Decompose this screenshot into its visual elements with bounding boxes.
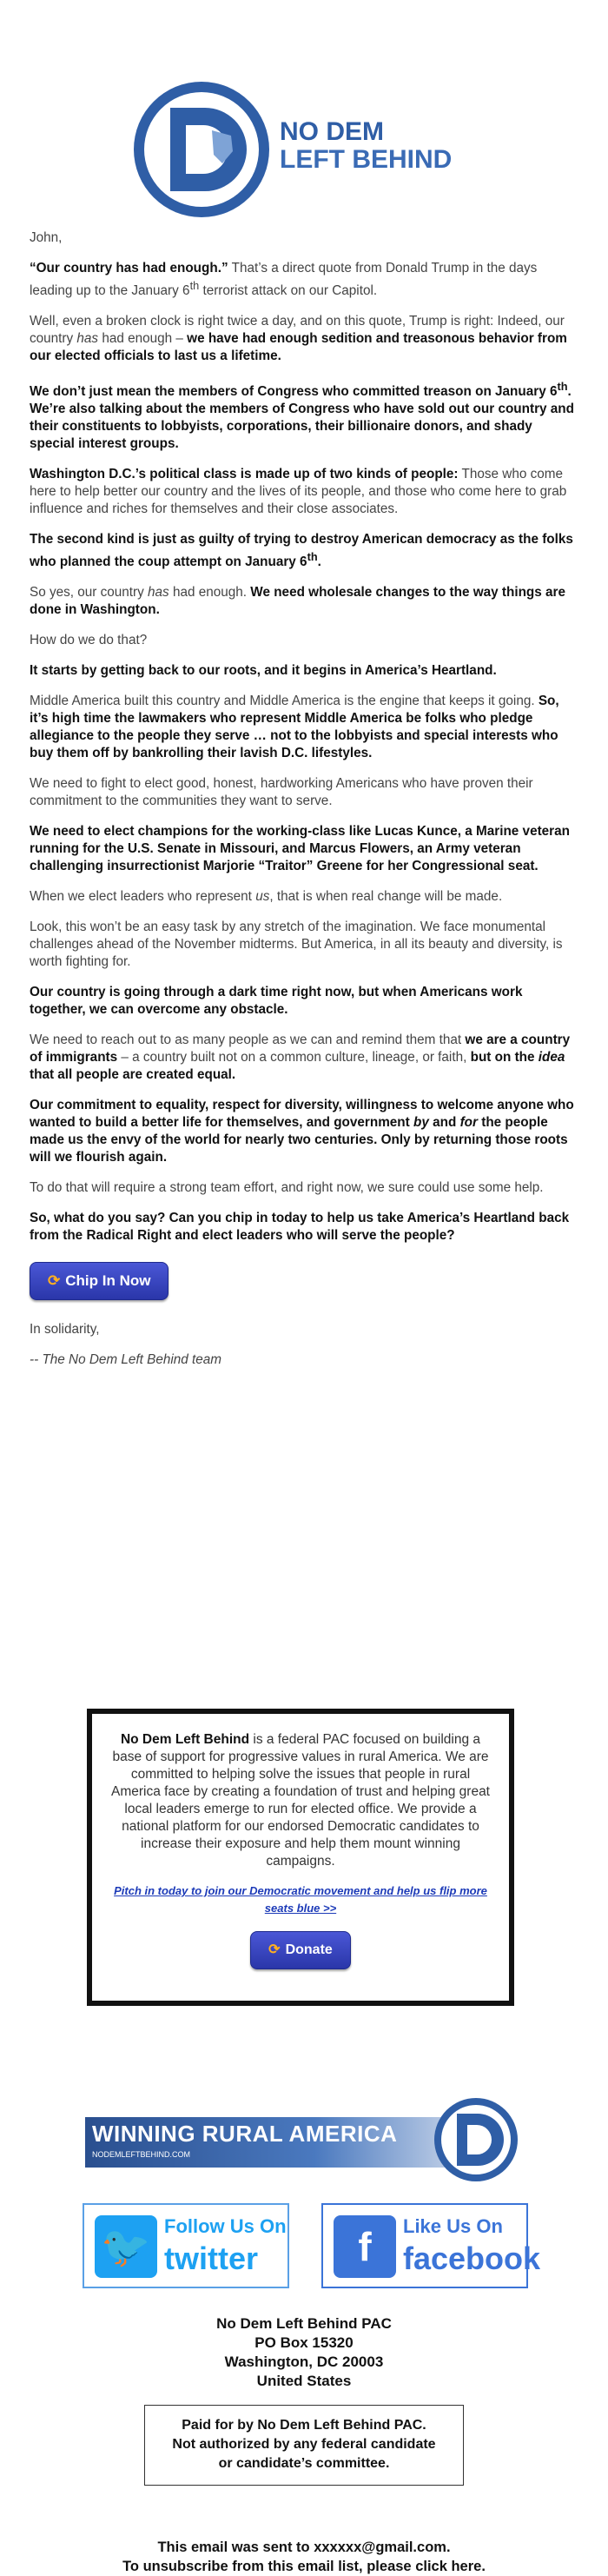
chip-in-button[interactable] bbox=[30, 1262, 169, 1300]
about-text: No Dem Left Behind is a federal PAC focused on building a base of support for progressive values in rural America. We are committed to helping solve the issues that people in rural America face by creating a foundation of trust and helping great local leaders emerge to run for elected office. We provide a national platform for our endorsed Democratic candidates to increase their exposure and help them mount winning campaigns. bbox=[111, 1732, 490, 1869]
address-line2: PO Box 15320 bbox=[254, 2334, 354, 2351]
twitter-follow-button[interactable] bbox=[83, 2203, 289, 2288]
paid-for-disclaimer bbox=[144, 2405, 464, 2486]
header-logo bbox=[130, 68, 495, 233]
paid-line2: Not authorized by any federal candidate bbox=[172, 2437, 436, 2452]
winning-rural-america-banner[interactable] bbox=[85, 2096, 519, 2180]
paragraph-4: Washington D.C.’s political class is made up of two kinds of people: Those who come here to help better our country and the lives of its people, and those who come here to grab influence and riches for themselves and their close associates. bbox=[30, 467, 567, 517]
facebook-line1: Like Us On bbox=[403, 2215, 503, 2237]
paragraph-5: The second kind is just as guilty of trying to destroy American democracy as the folks who planned the coup attempt on January 6th. bbox=[30, 532, 573, 570]
paragraph-17: To do that will require a strong team effort, and right now, we sure could use some help. bbox=[30, 1180, 544, 1196]
refresh-arrow-icon: ⟳ bbox=[48, 1272, 61, 1290]
donate-button[interactable] bbox=[250, 1931, 351, 1969]
paragraph-9: Middle America built this country and Middle America is the engine that keeps it going. So, it’s high time the lawmakers who represent Middle America be folks who pledge allegiance to the people they serve … not to the lobbyists and special interests who buy them off by bankrolling their lavish D.C. lifestyles. bbox=[30, 694, 559, 761]
unsubscribe-line: To unsubscribe from this email list, please click here. bbox=[122, 2559, 486, 2574]
mailing-address bbox=[0, 2314, 608, 2391]
twitter-line2: twitter bbox=[164, 2241, 258, 2276]
paragraph-15: We need to reach out to as many people as we can and remind them that we are a country of immigrants – a country built not on a common culture, lineage, or faith, but on the idea that all people are created equal. bbox=[30, 1032, 571, 1083]
brand-line1: NO DEM bbox=[280, 117, 384, 146]
signature: -- The No Dem Left Behind team bbox=[30, 1352, 222, 1368]
paid-line3: or candidate’s committee. bbox=[218, 2456, 390, 2471]
cta-row bbox=[30, 1262, 578, 1300]
donate-label: Donate bbox=[285, 1942, 333, 1957]
paragraph-13: Look, this won’t be an easy task by any stretch of the imagination. We face monumental challenges ahead of the November midterms. But America, in all its beauty and diversity, is worth fighting for. bbox=[30, 920, 563, 970]
address-line3: Washington, DC 20003 bbox=[224, 2354, 384, 2370]
refresh-arrow-icon: ⟳ bbox=[268, 1942, 281, 1957]
pitch-in-link[interactable]: Pitch in today to join our Democratic movement and help us flip more seats blue >> bbox=[114, 1884, 487, 1915]
brand-d-logo-icon bbox=[433, 2096, 519, 2183]
sent-to-line: This email was sent to xxxxxx@gmail.com. bbox=[157, 2539, 451, 2555]
twitter-icon: 🐦 bbox=[95, 2215, 157, 2278]
banner-url: NODEMLEFTBEHIND.COM bbox=[92, 2150, 191, 2159]
address-line1: No Dem Left Behind PAC bbox=[216, 2315, 392, 2332]
banner-title: WINNING RURAL AMERICA bbox=[92, 2121, 398, 2147]
paid-line1: Paid for by No Dem Left Behind PAC. bbox=[182, 2418, 426, 2433]
twitter-line1: Follow Us On bbox=[164, 2215, 287, 2237]
greeting: John, bbox=[30, 230, 63, 245]
brand-line2: LEFT BEHIND bbox=[280, 145, 453, 174]
paragraph-6: So yes, our country has had enough. We need wholesale changes to the way things are done in Washington. bbox=[30, 585, 565, 618]
signoff: In solidarity, bbox=[30, 1322, 100, 1338]
paragraph-12: When we elect leaders who represent us, that is when real change will be made. bbox=[30, 889, 503, 905]
facebook-line2: facebook bbox=[403, 2241, 541, 2276]
address-line4: United States bbox=[256, 2373, 352, 2389]
email-footer bbox=[0, 2538, 608, 2576]
banner-bar bbox=[85, 2117, 467, 2168]
brand-d-logo-icon bbox=[130, 78, 273, 221]
paragraph-8: It starts by getting back to our roots, and it begins in America’s Heartland. bbox=[30, 663, 497, 679]
chip-in-label: Chip In Now bbox=[65, 1272, 151, 1290]
paragraph-10: We need to fight to elect good, honest, hardworking Americans who have proven their commitment to the communities they want to serve. bbox=[30, 776, 533, 809]
paragraph-1: “Our country has had enough.” That’s a direct quote from Donald Trump in the days leading up to the January 6th terrorist attack on our Capitol. bbox=[30, 261, 538, 299]
email-body bbox=[30, 229, 578, 1382]
about-box bbox=[87, 1709, 514, 2006]
paragraph-11: We need to elect champions for the working-class like Lucas Kunce, a Marine veteran running for the U.S. Senate in Missouri, and Marcus Flowers, an Army veteran challenging insurrectionist Marjorie “Traitor” Greene for her Congressional seat. bbox=[30, 824, 570, 874]
paragraph-7: How do we do that? bbox=[30, 633, 148, 648]
facebook-icon: f bbox=[334, 2215, 396, 2278]
paragraph-2: Well, even a broken clock is right twice a day, and on this quote, Trump is right: Indeed, our country has had enough – we have had enough sedition and treasonous behavior from our elected officials to last us a lifetime. bbox=[30, 314, 567, 364]
paragraph-18: So, what do you say? Can you chip in today to help us take America’s Heartland back from the Radical Right and elect leaders who will serve the people? bbox=[30, 1211, 570, 1244]
paragraph-14: Our country is going through a dark time right now, but when Americans work together, we can overcome any obstacle. bbox=[30, 985, 523, 1018]
paragraph-3: We don’t just mean the members of Congress who committed treason on January 6th. We’re also talking about the members of Congress who have sold out our country and their constituents to lobbyists, corporations, their billionaire donors, and shady special interest groups. bbox=[30, 380, 574, 452]
unsubscribe-link[interactable]: click here bbox=[415, 2559, 482, 2574]
facebook-like-button[interactable] bbox=[321, 2203, 541, 2288]
paragraph-16: Our commitment to equality, respect for diversity, willingness to welcome anyone who wanted to build a better life for themselves, and government by and for the people made us the envy of the world for nearly two centuries. Only by returning those roots will we flourish again. bbox=[30, 1098, 574, 1165]
